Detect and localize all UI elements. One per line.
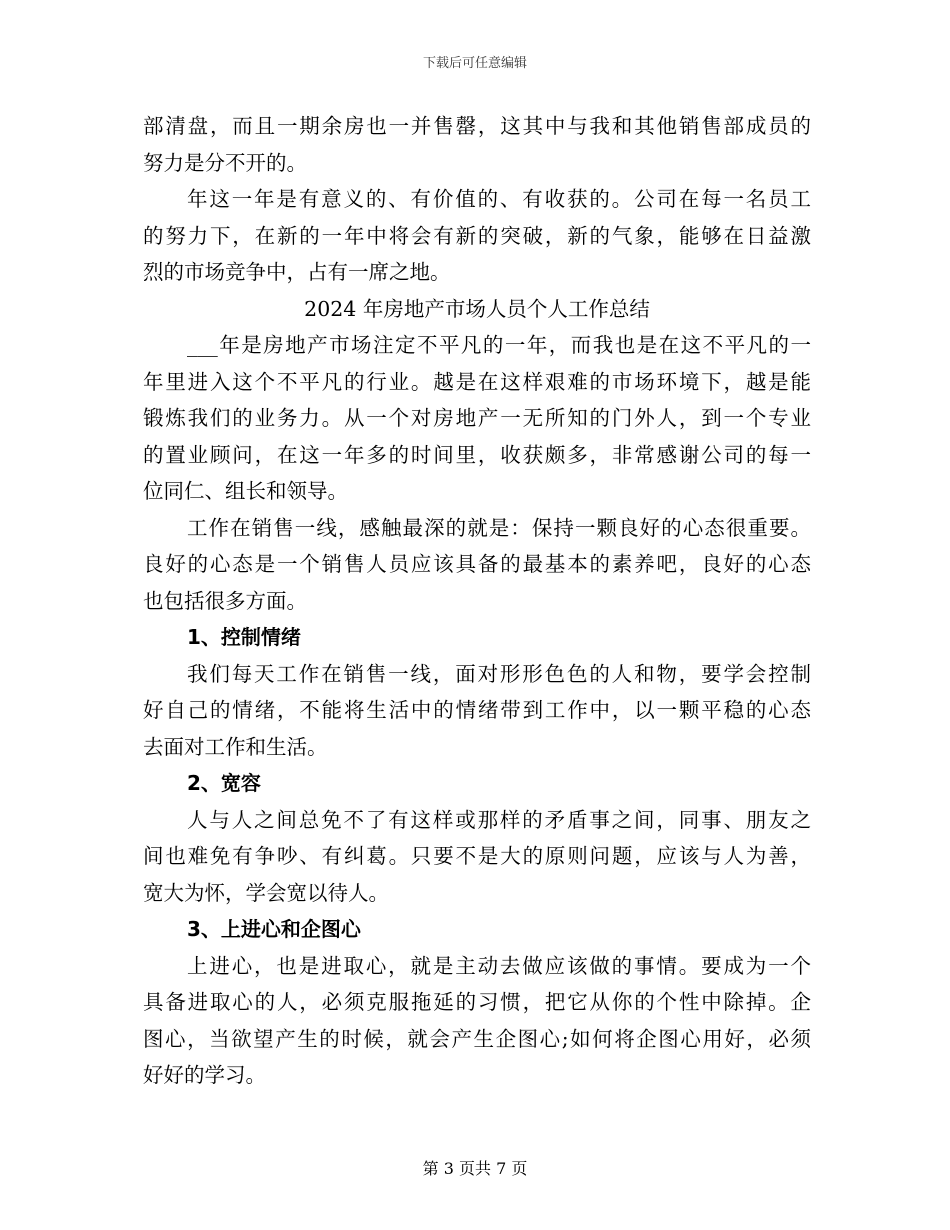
- document-body: [143, 108, 811, 1094]
- paragraph-line: 的努力下，在新的一年中将会有新的突破，新的气象，能够在日益激: [143, 223, 811, 248]
- section-title: 2024 年房地产市场人员个人工作总结: [304, 296, 650, 321]
- paragraph-line: 努力是分不开的。: [143, 150, 307, 175]
- paragraph-line: 好好的学习。: [143, 1063, 266, 1087]
- paragraph-line: 宽大为怀，学会宽以待人。: [143, 880, 389, 905]
- paragraph-line: 年里进入这个不平凡的行业。越是在这样艰难的市场环境下，越是能: [143, 369, 811, 394]
- paragraph-line: 良好的心态是一个销售人员应该具备的最基本的素养吧，良好的心态: [143, 552, 811, 576]
- paragraph-line: 烈的市场竞争中，占有一席之地。: [143, 260, 451, 284]
- paragraph-line: 具备进取心的人，必须克服拖延的习惯，把它从你的个性中除掉。企: [143, 990, 811, 1014]
- paragraph-line: 的置业顾问，在这一年多的时间里，收获颇多，非常感谢公司的每一: [143, 442, 811, 467]
- paragraph-line: 位同仁、组长和领导。: [143, 479, 348, 503]
- paragraph-line: 也包括很多方面。: [143, 588, 307, 613]
- paragraph-line: 我们每天工作在销售一线，面对形形色色的人和物，要学会控制: [187, 661, 811, 686]
- paragraph-line: 上进心，也是进取心，就是主动去做应该做的事情。要成为一个: [187, 953, 811, 978]
- paragraph-line: 年这一年是有意义的、有价值的、有收获的。公司在每一名员工: [187, 187, 811, 211]
- paragraph-line: ___年是房地产市场注定不平凡的一年，而我也是在这不平凡的一: [187, 333, 811, 357]
- subheading-tolerance: 2、宽容: [187, 771, 261, 795]
- page-footer: 第 3 页共 7 页: [422, 1159, 528, 1178]
- paragraph-line: 部清盘，而且一期余房也一并售罄，这其中与我和其他销售部成员的: [143, 114, 811, 138]
- subheading-ambition: 3、上进心和企图心: [187, 917, 361, 941]
- paragraph-line: 锻炼我们的业务力。从一个对房地产一无所知的门外人，到一个专业: [143, 406, 811, 430]
- paragraph-line: 工作在销售一线，感触最深的就是：保持一颗良好的心态很重要。: [187, 515, 811, 540]
- paragraph-line: 人与人之间总免不了有这样或那样的矛盾事之间，同事、朋友之: [187, 807, 811, 832]
- page-header: 下载后可任意编辑: [422, 56, 527, 71]
- subheading-control-emotion: 1、控制情绪: [187, 625, 301, 649]
- paragraph-line: 去面对工作和生活。: [143, 734, 328, 759]
- paragraph-line: 间也难免有争吵、有纠葛。只要不是大的原则问题，应该与人为善，: [143, 844, 811, 868]
- paragraph-line: 图心，当欲望产生的时候，就会产生企图心;如何将企图心用好，必须: [143, 1026, 811, 1051]
- paragraph-line: 好自己的情绪，不能将生活中的情绪带到工作中，以一颗平稳的心态: [143, 698, 811, 722]
